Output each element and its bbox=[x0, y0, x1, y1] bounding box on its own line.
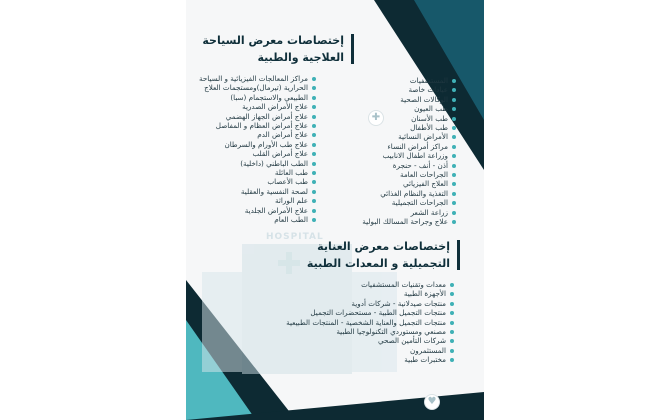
list-item: علاج أمراض الدم bbox=[196, 130, 316, 139]
section1-heading bbox=[194, 32, 344, 66]
list-item: طب الأسنان bbox=[362, 114, 456, 123]
hospital-sign: HOSPITAL bbox=[266, 232, 324, 242]
list-item: الجراحات العامة bbox=[362, 170, 456, 179]
list-item: وزراعة اطفال الانابيب bbox=[362, 151, 456, 160]
list-item: علاج أمراض الجهاز الهضمي bbox=[196, 112, 316, 121]
list-item: الطب العام bbox=[196, 215, 316, 224]
list-item: طب العائلة bbox=[196, 168, 316, 177]
list-item: عيادات خاصة bbox=[362, 85, 456, 94]
medical-tourism-list-left bbox=[196, 74, 316, 225]
list-item: المستثمرون bbox=[286, 346, 454, 355]
list-item: منتجات صيدلانية - شركات أدوية bbox=[286, 299, 454, 308]
list-item: منتجات التجميل والعناية الشخصية - المنتجات الطبيعية bbox=[286, 318, 454, 327]
section2-title-line1: إختصاصات معرض العناية bbox=[317, 240, 450, 253]
list-item: الحرارية (تيرمال)ومستجمات العلاج bbox=[196, 83, 316, 92]
heading-accent-bar bbox=[457, 240, 460, 270]
list-item: التغذية والنظام الغذائي bbox=[362, 189, 456, 198]
list-item: الجراحات التجميلية bbox=[362, 198, 456, 207]
medical-cross-icon: ✚ bbox=[368, 110, 384, 126]
list-item: العلاج الفيزيائي bbox=[362, 179, 456, 188]
section2-heading bbox=[300, 238, 450, 272]
list-item: الأمراض النسائية bbox=[362, 132, 456, 141]
list-item: علاج طب الأورام والسرطان bbox=[196, 140, 316, 149]
cosmetic-equipment-list bbox=[286, 280, 454, 365]
list-item: طب الأطفال bbox=[362, 123, 456, 132]
list-item: الطب الباطني (داخلية) bbox=[196, 159, 316, 168]
list-item: مصنعي ومستوردي التكنولوجيا الطبية bbox=[286, 327, 454, 336]
list-item: مختبرات طبية bbox=[286, 355, 454, 364]
list-item: شركات التأمين الصحي bbox=[286, 336, 454, 345]
list-item: علاج وجراحة المسالك البولية bbox=[362, 217, 456, 226]
list-item: علاج الأمراض الجلدية bbox=[196, 206, 316, 215]
list-item: علاج أمراض العظام و المفاصل bbox=[196, 121, 316, 130]
list-item: مراكز المعالجات الفيزيائية و السياحة bbox=[196, 74, 316, 83]
list-item: الأجهزة الطبية bbox=[286, 289, 454, 298]
list-item: زراعة الشعر bbox=[362, 208, 456, 217]
list-item: معدات وتقنيات المستشفيات bbox=[286, 280, 454, 289]
list-item: منتجات التجميل الطبية - مستحضرات التجميل bbox=[286, 308, 454, 317]
list-item: طب العيون bbox=[362, 104, 456, 113]
poster bbox=[186, 0, 484, 420]
section1-title-line2: العلاجية والطبية bbox=[257, 51, 344, 64]
list-item: علاج الأمراض الصدرية bbox=[196, 102, 316, 111]
list-item: علاج أمراض القلب bbox=[196, 149, 316, 158]
heading-accent-bar bbox=[351, 34, 354, 64]
list-item: الطبيعي والاستجمام (سبا) bbox=[196, 93, 316, 102]
list-item: لصحة النفسية والعقلية bbox=[196, 187, 316, 196]
section2-title-line2: التجميلية و المعدات الطبية bbox=[306, 257, 450, 270]
list-item: المستشفيات bbox=[362, 76, 456, 85]
medical-tourism-list-right bbox=[362, 76, 456, 227]
list-item: أذن - أنف - حنجرة bbox=[362, 161, 456, 170]
list-item: الوكالات الصحية bbox=[362, 95, 456, 104]
list-item: مراكز أمراض النساء bbox=[362, 142, 456, 151]
section1-title-line1: إختصاصات معرض السياحة bbox=[202, 34, 344, 47]
list-item: طب الأعصاب bbox=[196, 177, 316, 186]
heart-icon: ♥ bbox=[424, 394, 440, 410]
list-item: علم الوراثة bbox=[196, 196, 316, 205]
